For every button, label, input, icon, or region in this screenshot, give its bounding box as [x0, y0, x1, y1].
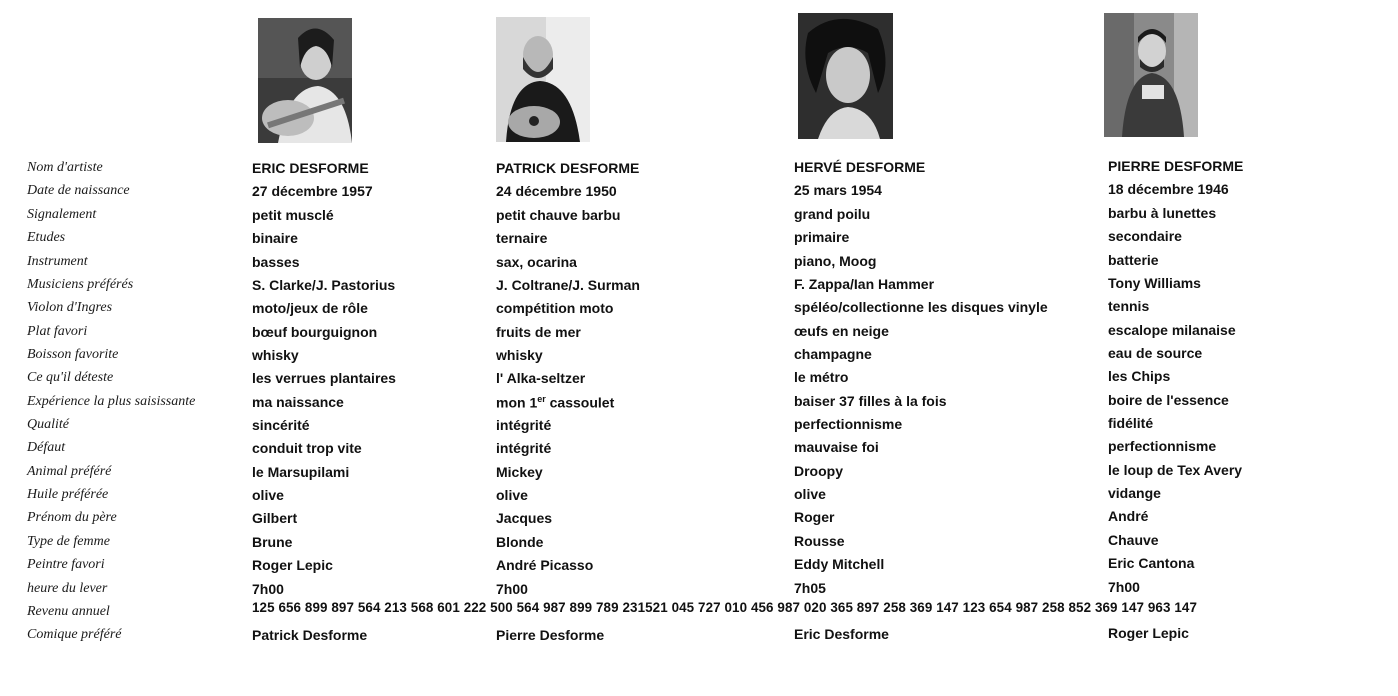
cell-patrick: ternaire [496, 230, 548, 246]
cell-herve: perfectionnisme [794, 416, 903, 432]
row-label: Plat favori [27, 324, 88, 339]
cell-eric: olive [252, 487, 284, 503]
row-label: heure du lever [27, 581, 108, 596]
cell-herve: champagne [794, 346, 872, 362]
row-label: Huile préférée [27, 487, 109, 502]
row-label: Ce qu'il déteste [27, 370, 114, 385]
cell-herve: œufs en neige [794, 323, 889, 339]
cell-eric-name: ERIC DESFORME [252, 160, 369, 176]
cell-patrick: mon 1er cassoulet [496, 394, 615, 411]
cell-pierre: barbu à lunettes [1108, 205, 1217, 221]
cell-eric: moto/jeux de rôle [252, 300, 368, 316]
cell-patrick: André Picasso [496, 557, 594, 573]
cell-patrick: intégrité [496, 440, 552, 456]
cell-pierre: Tony Williams [1108, 275, 1201, 291]
cell-eric-comique: Patrick Desforme [252, 627, 368, 643]
cell-eric: binaire [252, 230, 298, 246]
cell-patrick: Blonde [496, 534, 544, 550]
cell-eric: petit musclé [252, 207, 334, 223]
photo-patrick [496, 17, 590, 142]
cell-eric: sincérité [252, 417, 310, 433]
row-label: Nom d'artiste [27, 160, 103, 175]
cell-eric: basses [252, 254, 300, 270]
cell-pierre: le loup de Tex Avery [1108, 462, 1243, 478]
cell-eric: 27 décembre 1957 [252, 183, 373, 199]
cell-herve-comique: Eric Desforme [794, 626, 889, 642]
row-label: Etudes [27, 230, 66, 245]
row-label: Animal préféré [27, 464, 112, 479]
cell-patrick-name: PATRICK DESFORME [496, 160, 640, 176]
cell-pierre: boire de l'essence [1108, 392, 1229, 408]
cell-herve: mauvaise foi [794, 439, 879, 455]
cell-pierre-name: PIERRE DESFORME [1108, 158, 1244, 174]
cell-patrick: Jacques [496, 510, 553, 526]
portrait-icon [1104, 13, 1198, 137]
cell-herve: primaire [794, 229, 850, 245]
cell-herve: baiser 37 filles à la fois [794, 393, 947, 409]
cell-pierre: fidélité [1108, 415, 1154, 431]
row-label: Instrument [27, 254, 88, 269]
cell-pierre: eau de source [1108, 345, 1203, 361]
cell-pierre: André [1108, 508, 1149, 524]
photo-eric [258, 18, 352, 143]
row-label: Comique préféré [27, 627, 122, 642]
cell-herve: Eddy Mitchell [794, 556, 885, 572]
row-label: Type de femme [27, 534, 110, 549]
cell-eric: ma naissance [252, 394, 344, 410]
cell-pierre: perfectionnisme [1108, 438, 1217, 454]
photo-herve [798, 13, 893, 139]
cell-herve: 25 mars 1954 [794, 182, 882, 198]
cell-patrick-comique: Pierre Desforme [496, 627, 605, 643]
revenu-annuel-values: 125 656 899 897 564 213 568 601 222 500 564 987 899 789 231521 045 727 010 456 987 020 365 897 258 369 147 123 654 987 258 852 369 147 963 147 [252, 600, 1197, 615]
portrait-icon [798, 13, 893, 139]
cell-patrick: Mickey [496, 464, 543, 480]
cell-patrick: sax, ocarina [496, 254, 577, 270]
cell-herve: piano, Moog [794, 253, 877, 269]
cell-herve: Roger [794, 509, 835, 525]
cell-patrick: l' Alka-seltzer [496, 370, 586, 386]
cell-eric: bœuf bourguignon [252, 324, 378, 340]
cell-herve-name: HERVÉ DESFORME [794, 159, 926, 175]
cell-patrick: compétition moto [496, 300, 614, 316]
cell-pierre: batterie [1108, 252, 1159, 268]
cell-patrick: intégrité [496, 417, 552, 433]
row-label: Boisson favorite [27, 347, 119, 362]
row-label: Date de naissance [27, 183, 130, 198]
cell-herve: grand poilu [794, 206, 871, 222]
cell-eric: 7h00 [252, 581, 284, 597]
cell-pierre: secondaire [1108, 228, 1182, 244]
cell-pierre: Eric Cantona [1108, 555, 1195, 571]
cell-eric: S. Clarke/J. Pastorius [252, 277, 396, 293]
cell-pierre: 18 décembre 1946 [1108, 181, 1229, 197]
cell-eric: le Marsupilami [252, 464, 350, 480]
cell-eric: conduit trop vite [252, 440, 362, 456]
cell-pierre: tennis [1108, 298, 1150, 314]
cell-herve: Rousse [794, 533, 845, 549]
cell-patrick: whisky [496, 347, 543, 363]
row-label: Revenu annuel [27, 604, 110, 619]
cell-patrick: J. Coltrane/J. Surman [496, 277, 640, 293]
portrait-guitarist-icon [496, 17, 590, 142]
cell-patrick: 7h00 [496, 581, 528, 597]
cell-patrick: olive [496, 487, 528, 503]
row-label: Qualité [27, 417, 69, 432]
cell-pierre: les Chips [1108, 368, 1171, 384]
row-label: Défaut [27, 440, 66, 455]
cell-herve: le métro [794, 369, 849, 385]
cell-pierre: vidange [1108, 485, 1161, 501]
cell-pierre: escalope milanaise [1108, 322, 1236, 338]
cell-eric: Gilbert [252, 510, 298, 526]
cell-eric: les verrues plantaires [252, 370, 396, 386]
portrait-guitarist-icon [258, 18, 352, 143]
cell-patrick: petit chauve barbu [496, 207, 621, 223]
cell-herve: F. Zappa/Ian Hammer [794, 276, 935, 292]
row-label: Prénom du père [27, 510, 117, 525]
row-label: Peintre favori [27, 557, 105, 572]
photo-pierre [1104, 13, 1198, 137]
cell-herve: Droopy [794, 463, 843, 479]
cell-eric: Brune [252, 534, 293, 550]
cell-herve: olive [794, 486, 826, 502]
cell-herve: 7h05 [794, 580, 826, 596]
row-label: Signalement [27, 207, 97, 222]
cell-pierre-comique: Roger Lepic [1108, 625, 1189, 641]
cell-patrick: 24 décembre 1950 [496, 183, 617, 199]
cell-pierre: 7h00 [1108, 579, 1140, 595]
cell-eric: whisky [252, 347, 299, 363]
row-label: Violon d'Ingres [27, 300, 113, 315]
cell-patrick: fruits de mer [496, 324, 581, 340]
row-label: Expérience la plus saisissante [27, 394, 196, 409]
cell-pierre: Chauve [1108, 532, 1159, 548]
cell-eric: Roger Lepic [252, 557, 333, 573]
row-label: Musiciens préférés [27, 277, 134, 292]
cell-herve: spéléo/collectionne les disques vinyle [794, 299, 1048, 315]
